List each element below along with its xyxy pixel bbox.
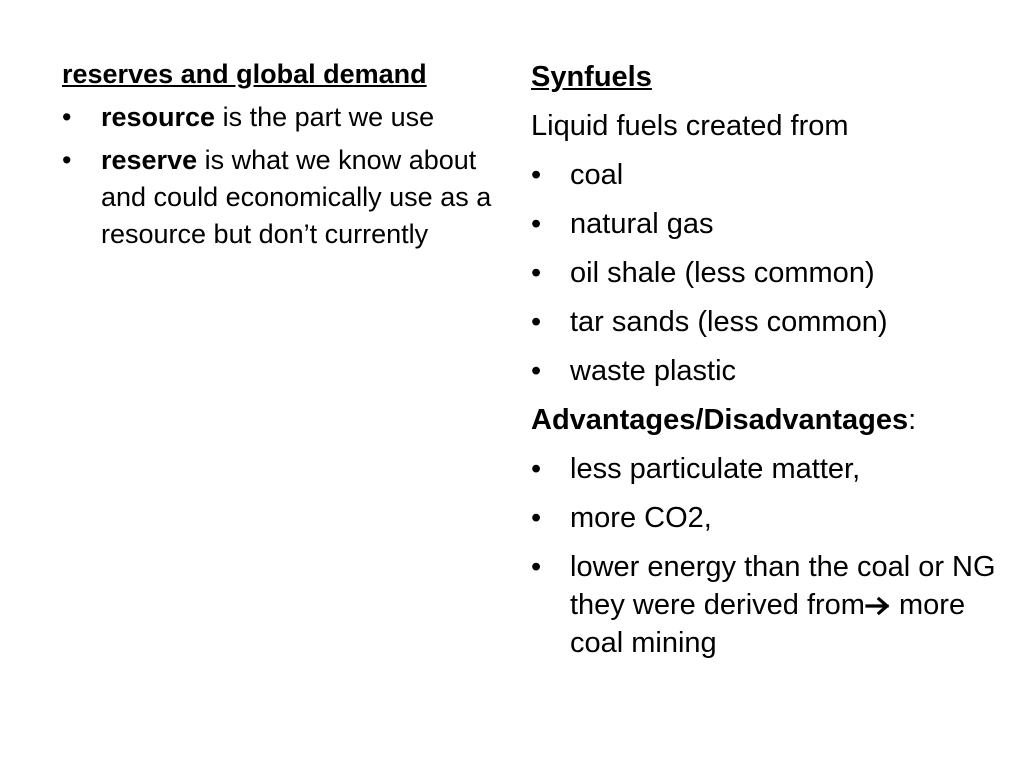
- right-heading: Synfuels: [531, 61, 652, 93]
- source-list-item: [531, 156, 1001, 194]
- bullet-icon: •: [531, 502, 542, 534]
- term-resource: resource: [101, 102, 216, 132]
- source-label: waste plastic: [570, 355, 737, 387]
- bullet-icon: •: [531, 453, 542, 485]
- bullet-icon: •: [531, 159, 542, 191]
- advantages-heading: [531, 401, 1001, 439]
- source-label: oil shale (less common): [570, 257, 875, 289]
- left-bullet-item: [62, 99, 502, 136]
- bullet-icon: •: [531, 355, 542, 387]
- right-column: [531, 58, 1001, 673]
- bullet-icon: •: [531, 208, 542, 240]
- source-list-item: [531, 352, 1001, 390]
- bullet-icon: •: [62, 102, 72, 132]
- advantage-label-after-arrow: more coal mining: [570, 589, 966, 659]
- advantages-heading-colon: :: [908, 404, 917, 436]
- arrow-right-icon: [865, 596, 891, 616]
- bullet-icon: •: [531, 551, 542, 583]
- source-list-item: [531, 205, 1001, 243]
- term-reserve-description: is what we know about and could economically use as a resource but don’t currently: [101, 145, 492, 249]
- bullet-icon: •: [62, 145, 72, 175]
- bullet-icon: •: [531, 306, 542, 338]
- advantage-label: more CO2,: [570, 502, 712, 534]
- advantage-label: less particulate matter,: [570, 453, 861, 485]
- advantage-label-before-arrow: lower energy than the coal or NG they were derived from: [570, 551, 996, 621]
- source-label: tar sands (less common): [570, 306, 888, 338]
- left-heading: reserves and global demand: [62, 59, 427, 89]
- source-list-item: [531, 254, 1001, 292]
- advantage-list-item: [531, 548, 1001, 662]
- left-column: [62, 56, 502, 259]
- left-bullet-item: [62, 142, 502, 253]
- source-label: natural gas: [570, 208, 714, 240]
- bullet-icon: •: [531, 257, 542, 289]
- advantage-list-item: [531, 499, 1001, 537]
- intro-text: Liquid fuels created from: [531, 110, 849, 142]
- source-label: coal: [570, 159, 624, 191]
- term-resource-description: is the part we use: [215, 102, 435, 132]
- advantage-list-item: [531, 450, 1001, 488]
- source-list-item: [531, 303, 1001, 341]
- term-reserve: reserve: [101, 145, 198, 175]
- advantages-heading-label: Advantages/Disadvantages: [531, 404, 909, 436]
